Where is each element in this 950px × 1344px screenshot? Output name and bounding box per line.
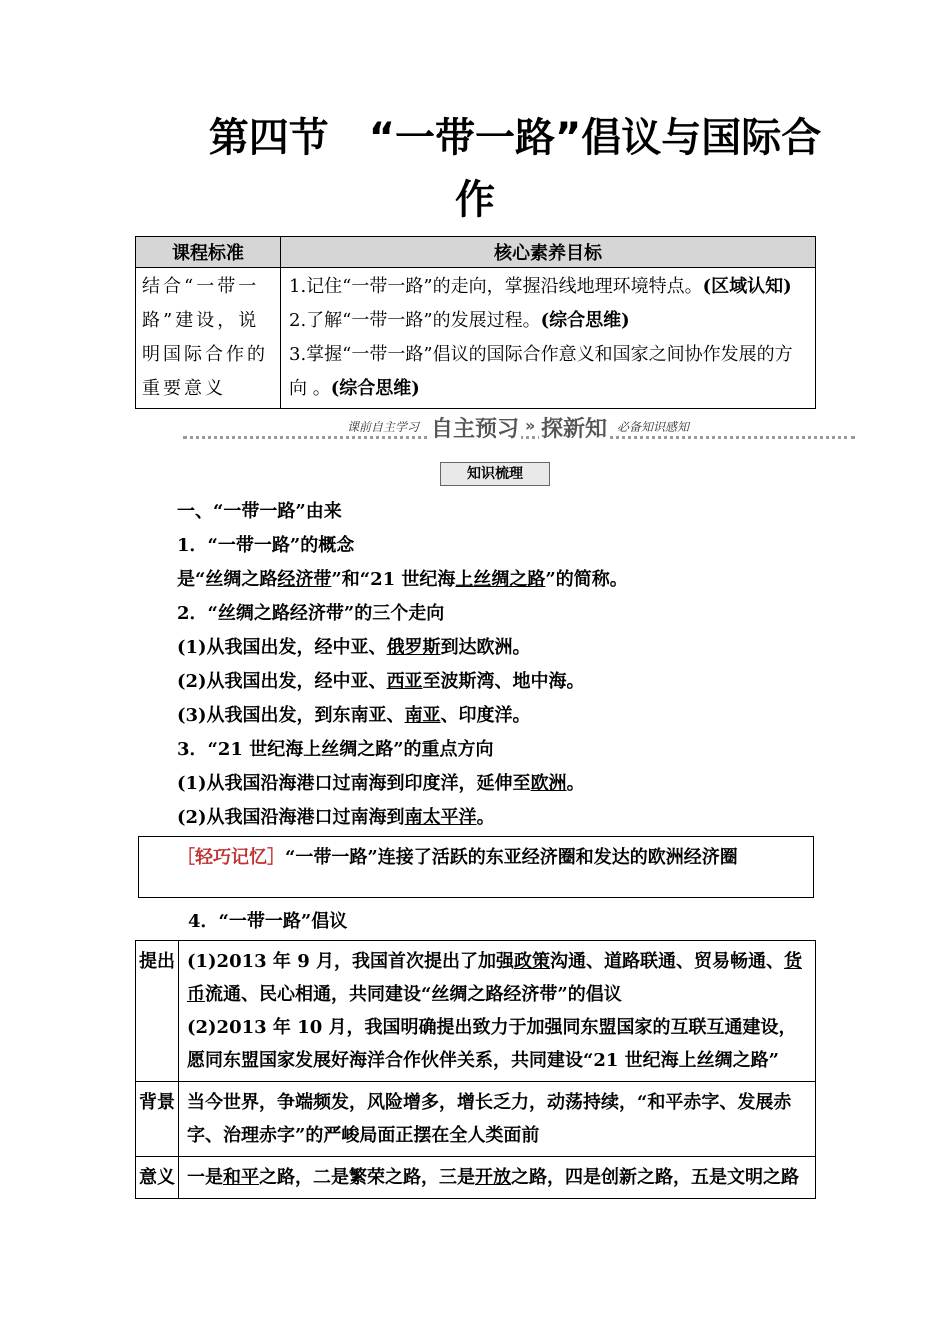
row-significance: 一是和平之路，二是繁荣之路，三是开放之路，四是创新之路，五是文明之路 [179,1157,816,1199]
section-badge: 知识梳理 [440,462,550,486]
subheading-1: 1．“一带一路”的概念 [177,535,355,556]
page-title-line2: 作 [455,177,495,223]
standards-right-cell [281,268,816,409]
route-1: (1)从我国出发，经中亚、俄罗斯到达欧洲。 [177,637,531,658]
row-head-significance: 意义 [136,1157,179,1199]
standards-header-left: 课程标准 [136,237,281,268]
sea-route-2: (2)从我国沿海港口过南海到南太平洋。 [177,807,495,828]
double-arrow-icon: » [525,416,536,435]
row-head-proposal: 提出 [136,941,179,1082]
sea-route-1: (1)从我国沿海港口过南海到印度洋，延伸至欧洲。 [177,773,585,794]
concept-text: 是“丝绸之路经济带”和“21 世纪海上丝绸之路”的简称。 [177,569,628,590]
banner-left-label: 课前自主学习 [343,418,423,435]
subheading-4: 4．“一带一路”倡议 [188,911,348,932]
banner-title-1: 自主预习 [429,412,521,443]
standards-table [135,236,816,409]
route-2: (2)从我国出发，经中亚、西亚至波斯湾、地中海。 [177,671,585,692]
row-proposal: (1)2013 年 9 月，我国首次提出了加强政策沟通、道路联通、贸易畅通、货币流通、民心相通，共同建设“丝绸之路经济带”的倡议 (2)2013 年 10 月，我国明确提出致力于加强同东盟国家的互联互通建设，愿同东盟国家发展好海洋合作伙伴关系，共同建设“21 世纪海上丝绸之路” [179,941,816,1082]
standards-header-right: 核心素养目标 [281,237,816,268]
banner-title-2: 探新知 [539,412,609,443]
page-title-line1: 第四节 “一带一路”倡议与国际合 [208,115,822,161]
subheading-2: 2．“丝绸之路经济带”的三个走向 [177,603,445,624]
objective-1: 1.记住“一带一路”的走向，掌握沿线地理环境特点。(区域认知) [289,276,792,297]
heading-1: 一、“一带一路”由来 [177,501,342,522]
objective-3: 3.掌握“一带一路”倡议的国际合作意义和国家之间协作发展的方向 。(综合思维) [289,344,793,399]
subheading-3: 3．“21 世纪海上丝绸之路”的重点方向 [177,739,494,760]
section-banner [183,412,855,444]
standards-left-cell: 结合“一带一路”建设，说明国际合作的重要意义 [136,268,281,409]
memory-tip: ［轻巧记忆］“一带一路”连接了活跃的东亚经济圈和发达的欧洲经济圈 [177,847,738,868]
row-background: 当今世界，争端频发，风险增多，增长乏力，动荡持续，“和平赤字、发展赤字、治理赤字”的严峻局面正摆在全人类面前 [179,1082,816,1157]
row-head-background: 背景 [136,1082,179,1157]
route-3: (3)从我国出发，到东南亚、南亚、印度洋。 [177,705,531,726]
initiative-table [135,940,816,1199]
banner-right-label: 必备知识感知 [613,418,693,435]
objective-2: 2.了解“一带一路”的发展过程。(综合思维) [289,310,630,331]
memory-tip-box [138,836,814,898]
